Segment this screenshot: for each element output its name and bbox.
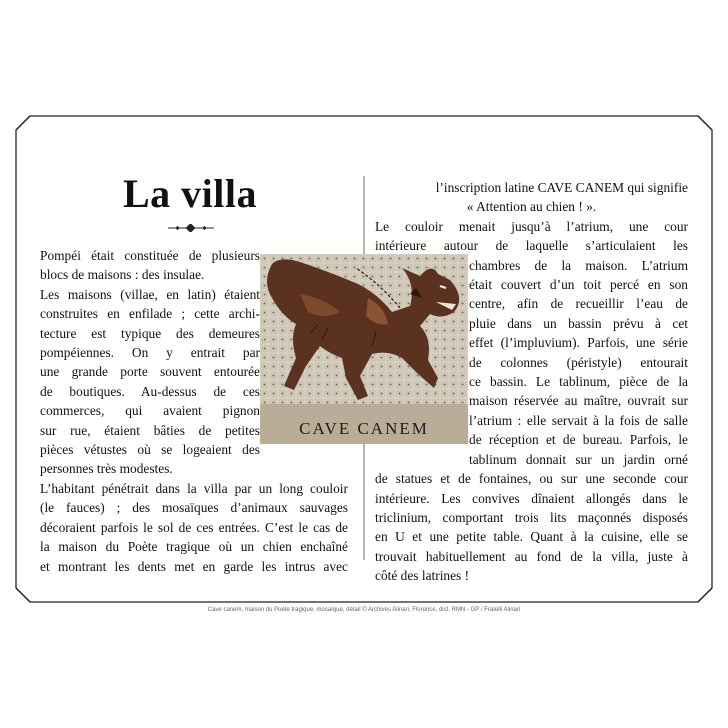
text-line: commerces, qui avaient pignon xyxy=(40,403,260,419)
text-line: L’habitant pénétrait dans la villa par un long couloir xyxy=(40,480,348,496)
text-line: décoraient parfois le sol de ces entrées. C’est le cas de xyxy=(40,519,348,535)
text-line: la maison du Poète tragique où un chien enchaîné xyxy=(40,539,348,555)
text-line: et montrant les dents met en garde les intrus avec xyxy=(40,558,348,574)
text-line: de boutiques. Au-dessus de ces xyxy=(40,383,260,399)
text-line: (le fauces) ; des mosaïques d’animaux sauvages xyxy=(40,500,348,516)
text-line: triclinium, comportant trois lits maçonnés disposés xyxy=(375,509,688,525)
image-credit-caption: Cave canem, maison du Poète tragique, mosaïque, détail © Archives Alinari, Florence, dist. RMN - GP / Fratelli Alinari xyxy=(207,607,521,613)
text-line: effet (l’impluvium). Parfois, une série xyxy=(469,335,688,351)
cave-canem-mosaic-image xyxy=(260,254,468,444)
text-line: sur rue, étaient bâties de petites xyxy=(40,422,260,438)
text-line: l’atrium : elle servait à la fois de salle xyxy=(469,412,688,428)
text-line: Les maisons (villae, en latin) étaient xyxy=(40,286,260,302)
text-line: chambres de la maison. L’atrium xyxy=(469,257,688,273)
text-line: intérieure. Les convives dînaient allongés dans le xyxy=(375,490,688,506)
title-ornament xyxy=(168,224,214,232)
text-line: de réception et de bureau. Parfois, le xyxy=(469,432,688,448)
text-line: pluie dans un bassin prévu à cet xyxy=(469,315,688,331)
text-line: intérieure autour de laquelle s’articulaient les xyxy=(375,238,688,254)
text-line: de colonnes (péristyle) entourait xyxy=(469,354,688,370)
text-line: blocs de maisons : des insulae. xyxy=(40,267,205,283)
text-line: Pompéi était constituée de plusieurs xyxy=(40,248,260,263)
mosaic-inscription: CAVE CANEM xyxy=(299,419,429,438)
text-line: en U et une petite table. Quant à la cuisine, elle se xyxy=(375,529,688,545)
text-line: « Attention au chien ! ». xyxy=(466,199,597,215)
text-line: trouvait habituellement au fond de la villa, juste à xyxy=(375,548,688,564)
text-line: une grande porte souvent entourée xyxy=(40,364,260,380)
text-line: côté des latrines ! xyxy=(375,568,470,584)
text-line: pompéiennes. On y entrait par xyxy=(40,345,260,361)
text-line: était couvert d’un toit percé en son xyxy=(469,277,688,293)
text-line: pièces vétustes où se logeaient des xyxy=(40,442,260,458)
text-line: tecture est typique des demeures xyxy=(40,325,260,341)
text-line: l’inscription latine CAVE CANEM qui signifie xyxy=(435,180,688,195)
text-line: construites en enfilade ; cette archi- xyxy=(40,306,260,322)
text-line: maison réservée au maître, ouvrait sur xyxy=(469,393,688,409)
text-line: tablinum donnait sur un jardin orné xyxy=(469,451,688,467)
text-line: personnes très modestes. xyxy=(40,461,173,477)
text-line: centre, afin de recueillir l’eau de xyxy=(469,296,688,312)
text-line: ce bassin. Le tablinum, pièce de la xyxy=(469,374,688,390)
text-line: de statues et de fontaines, ou sur une seconde cour xyxy=(375,471,688,487)
text-line: Le couloir menait jusqu’à l’atrium, une cour xyxy=(375,218,688,234)
page-title: La villa xyxy=(122,171,258,216)
